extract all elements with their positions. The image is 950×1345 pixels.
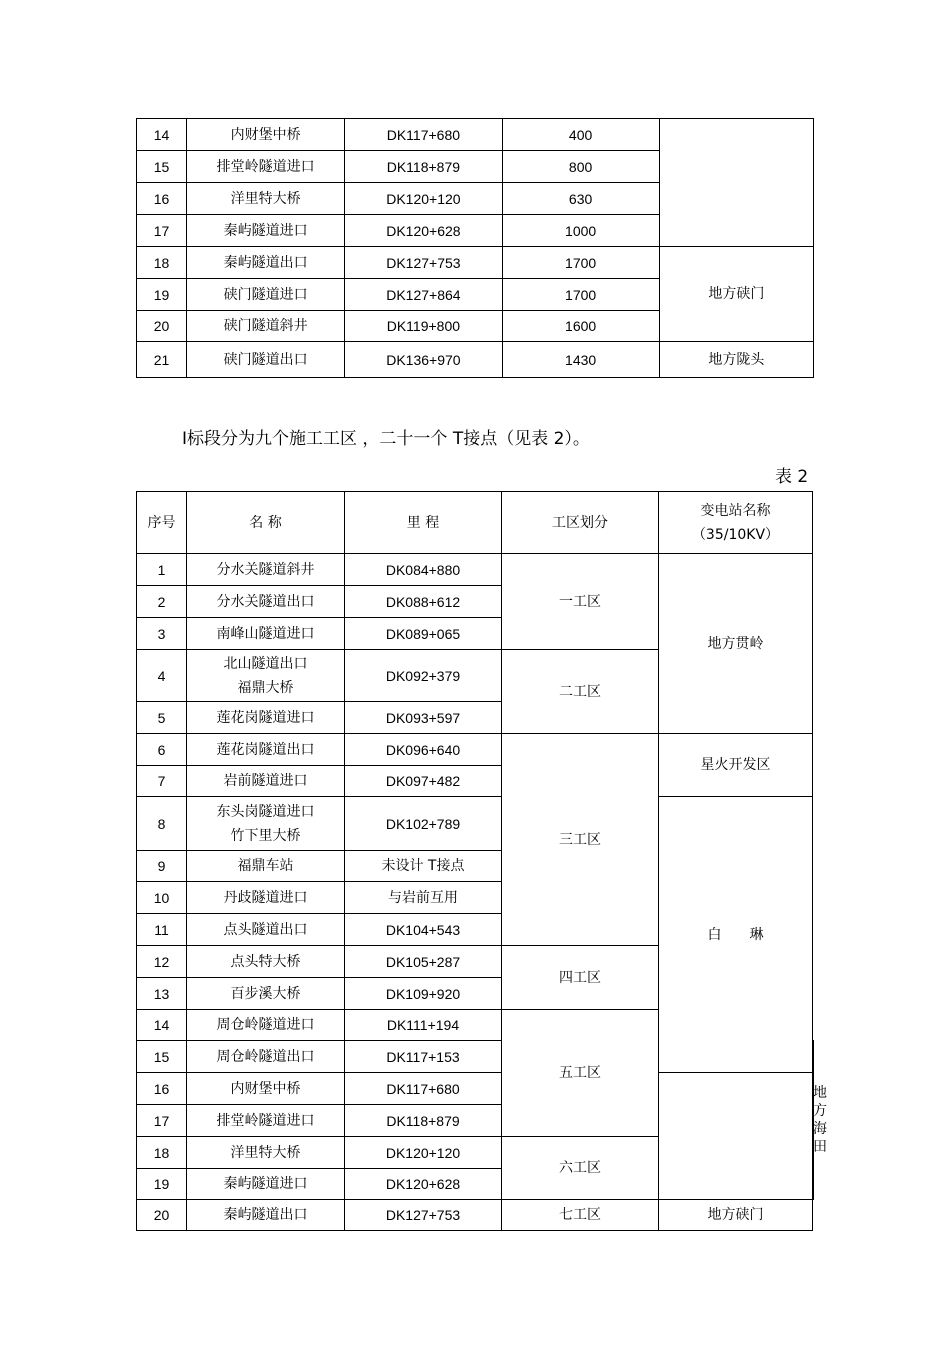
mileage: DK120+120 — [345, 183, 502, 215]
table-row — [137, 1073, 814, 1105]
site-name: 排堂岭隧道进口 — [187, 1105, 345, 1137]
site-name — [187, 650, 345, 702]
site-name: 硖门隧道出口 — [187, 342, 345, 378]
site-name: 洋里特大桥 — [187, 1137, 345, 1169]
site-name: 莲花岗隧道出口 — [187, 734, 345, 766]
zone: 三工区 — [502, 734, 659, 946]
site-name: 秦屿隧道进口 — [187, 1169, 345, 1200]
zone: 四工区 — [502, 946, 659, 1010]
site-name-line2: 竹下里大桥 — [230, 827, 301, 844]
site-name: 周仓岭隧道出口 — [187, 1041, 345, 1073]
value: 1000 — [502, 215, 659, 247]
mileage: 与岩前互用 — [345, 882, 502, 914]
site-name: 洋里特大桥 — [187, 183, 345, 215]
row-number: 19 — [137, 279, 187, 311]
site-name: 内财堡中桥 — [187, 119, 345, 151]
site-name-line1: 东头岗隧道进口 — [216, 803, 315, 820]
mileage: DK120+628 — [345, 1169, 502, 1200]
value: 1430 — [502, 342, 659, 378]
mileage: DK088+612 — [345, 586, 502, 618]
site-name: 排堂岭隧道进口 — [187, 151, 345, 183]
mileage: DK097+482 — [345, 766, 502, 797]
mileage: DK096+640 — [345, 734, 502, 766]
row-number: 2 — [137, 586, 187, 618]
row-number: 3 — [137, 618, 187, 650]
header-substation-line2: （35/10KV） — [691, 526, 780, 543]
mileage: DK127+753 — [345, 247, 502, 279]
row-number: 15 — [137, 151, 187, 183]
row-number: 10 — [137, 882, 187, 914]
row-number: 5 — [137, 702, 187, 734]
substation: 地方海田 — [813, 1041, 814, 1200]
row-number: 12 — [137, 946, 187, 978]
mileage: DK117+680 — [345, 1073, 502, 1105]
row-number: 9 — [137, 851, 187, 882]
row-number: 14 — [137, 1010, 187, 1041]
table-label: 表 2 — [775, 467, 809, 487]
mileage: DK089+065 — [345, 618, 502, 650]
mileage: DK092+379 — [345, 650, 502, 702]
mileage: DK127+864 — [345, 279, 502, 311]
table-2 — [136, 491, 827, 1231]
value: 630 — [502, 183, 659, 215]
table-row — [137, 797, 814, 851]
substation: 地方贯岭 — [659, 554, 813, 734]
header-no: 序号 — [137, 492, 187, 554]
mileage: DK102+789 — [345, 797, 502, 851]
header-substation — [659, 492, 813, 554]
site-name: 莲花岗隧道进口 — [187, 702, 345, 734]
mileage: DK109+920 — [345, 978, 502, 1010]
site-name: 秦屿隧道进口 — [187, 215, 345, 247]
zone: 六工区 — [502, 1137, 659, 1200]
row-number: 20 — [137, 311, 187, 342]
mileage: DK093+597 — [345, 702, 502, 734]
row-number: 17 — [137, 1105, 187, 1137]
row-number: 13 — [137, 978, 187, 1010]
substation: 地方硖门 — [659, 247, 813, 342]
header-zone: 工区划分 — [502, 492, 659, 554]
value: 1600 — [502, 311, 659, 342]
row-number: 4 — [137, 650, 187, 702]
row-number: 16 — [137, 183, 187, 215]
zone: 五工区 — [502, 1010, 659, 1137]
site-name: 岩前隧道进口 — [187, 766, 345, 797]
site-name: 丹歧隧道进口 — [187, 882, 345, 914]
site-name: 百步溪大桥 — [187, 978, 345, 1010]
mileage: DK119+800 — [345, 311, 502, 342]
mileage: DK117+680 — [345, 119, 502, 151]
zone: 七工区 — [502, 1200, 659, 1231]
row-number: 1 — [137, 554, 187, 586]
site-name: 分水关隧道出口 — [187, 586, 345, 618]
row-number: 8 — [137, 797, 187, 851]
site-name: 硖门隧道进口 — [187, 279, 345, 311]
mileage: DK084+880 — [345, 554, 502, 586]
table-1 — [136, 118, 814, 378]
substation: 白 琳 — [659, 797, 813, 1073]
table-row — [137, 247, 814, 279]
site-name: 周仓岭隧道进口 — [187, 1010, 345, 1041]
zone: 一工区 — [502, 554, 659, 650]
row-number: 14 — [137, 119, 187, 151]
row-number: 20 — [137, 1200, 187, 1231]
row-number: 17 — [137, 215, 187, 247]
table-row — [137, 119, 814, 151]
table-row — [137, 734, 814, 766]
zone: 二工区 — [502, 650, 659, 734]
substation: 星火开发区 — [659, 734, 813, 797]
mileage: 未设计 T接点 — [345, 851, 502, 882]
mileage: DK136+970 — [345, 342, 502, 378]
paragraph: Ⅰ标段分为九个施工工区 ，二十一个 T接点（见表 2）。 — [182, 429, 590, 449]
value: 800 — [502, 151, 659, 183]
header-name: 名 称 — [187, 492, 345, 554]
row-number: 11 — [137, 914, 187, 946]
mileage: DK105+287 — [345, 946, 502, 978]
header-substation-line1: 变电站名称 — [700, 502, 771, 519]
mileage: DK118+879 — [345, 151, 502, 183]
mileage: DK127+753 — [345, 1200, 502, 1231]
row-number: 16 — [137, 1073, 187, 1105]
table-row — [137, 342, 814, 378]
site-name: 点头隧道出口 — [187, 914, 345, 946]
mileage: DK111+194 — [345, 1010, 502, 1041]
row-number: 18 — [137, 1137, 187, 1169]
row-number: 21 — [137, 342, 187, 378]
row-number: 6 — [137, 734, 187, 766]
header-mileage: 里 程 — [345, 492, 502, 554]
table-row — [137, 1200, 814, 1231]
mileage: DK118+879 — [345, 1105, 502, 1137]
site-name: 福鼎车站 — [187, 851, 345, 882]
site-name-line1: 北山隧道出口 — [223, 655, 308, 672]
mileage: DK120+628 — [345, 215, 502, 247]
site-name: 秦屿隧道出口 — [187, 247, 345, 279]
site-name: 内财堡中桥 — [187, 1073, 345, 1105]
value: 1700 — [502, 279, 659, 311]
mileage: DK117+153 — [345, 1041, 502, 1073]
table-row — [137, 554, 814, 586]
row-number: 18 — [137, 247, 187, 279]
header-row — [137, 492, 814, 554]
site-name-line2: 福鼎大桥 — [237, 679, 294, 696]
table-row — [137, 1105, 814, 1137]
mileage: DK120+120 — [345, 1137, 502, 1169]
value: 1700 — [502, 247, 659, 279]
table-row — [137, 1169, 814, 1200]
substation — [659, 119, 813, 247]
site-name: 南峰山隧道进口 — [187, 618, 345, 650]
site-name — [187, 797, 345, 851]
site-name: 硖门隧道斜井 — [187, 311, 345, 342]
substation: 地方硖门 — [659, 1200, 813, 1231]
row-number: 19 — [137, 1169, 187, 1200]
row-number: 7 — [137, 766, 187, 797]
value: 400 — [502, 119, 659, 151]
site-name: 点头特大桥 — [187, 946, 345, 978]
mileage: DK104+543 — [345, 914, 502, 946]
site-name: 分水关隧道斜井 — [187, 554, 345, 586]
site-name: 秦屿隧道出口 — [187, 1200, 345, 1231]
row-number: 15 — [137, 1041, 187, 1073]
table-row — [137, 1137, 814, 1169]
substation: 地方陇头 — [659, 342, 813, 378]
